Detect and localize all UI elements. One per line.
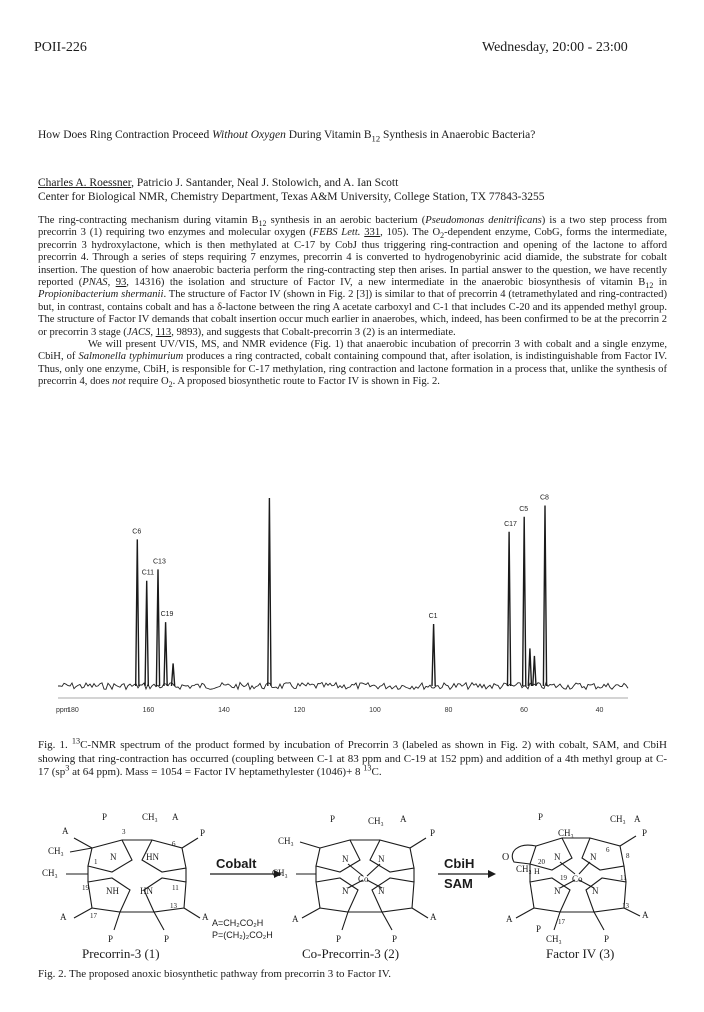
coprecorrin-label-a-right: A bbox=[430, 912, 437, 922]
x-tick-ppm: ppm bbox=[56, 707, 70, 714]
factor4-lactone-o: O bbox=[502, 852, 510, 863]
precorrin3-label-a-bottom: A bbox=[60, 912, 67, 922]
precorrin3-label-ch3-left2: CH₃ bbox=[42, 868, 58, 878]
precorrin3-label-p-right: P bbox=[200, 828, 206, 838]
affiliation: Center for Biological NMR, Chemistry Department, Texas A&M University, College Station, TX 77843-3255 bbox=[38, 191, 545, 203]
precorrin-3-name: Precorrin-3 (1) bbox=[82, 946, 160, 961]
figure-1-caption: Fig. 1. $^{13}$C-NMR spectrum of the product formed by incubation of Precorrin 3 (labeled as shown in Fig. 2) with cobalt, SAM, and CbiH showing that ring-contraction has occurred (coupling between C-1 at 83 ppm and C-19 at 152 ppm) and addition of a 4th methyl group at C-17 ($sp^3$ at 64 ppm). Mass = 1054 = Factor IV heptamethylester (1046)+ 8 $^{13}$C. bbox=[38, 736, 667, 778]
author-block bbox=[38, 176, 678, 204]
coprecorrin-label-ch3-left2: CH₃ bbox=[272, 868, 288, 878]
factor4-num-19: 19 bbox=[560, 874, 567, 882]
factor4-co: Co bbox=[572, 874, 583, 884]
arrow-cobalt-label: Cobalt bbox=[216, 856, 257, 871]
precorrin3-label-a-left: A bbox=[62, 826, 69, 836]
precorrin3-num-3: 3 bbox=[122, 828, 126, 836]
session-code: POII-226 bbox=[34, 40, 87, 55]
coprecorrin-n-2: N bbox=[378, 854, 385, 864]
co-precorrin-3-name: Co-Precorrin-3 (2) bbox=[302, 946, 400, 961]
peak-c1 bbox=[432, 624, 435, 686]
factor4-num-8: 8 bbox=[626, 852, 630, 860]
coprecorrin-n-1: N bbox=[342, 854, 349, 864]
arrow-cbih-head bbox=[488, 870, 496, 878]
coprecorrin-label-a-bottom: A bbox=[292, 914, 299, 924]
spectrum-peaks bbox=[136, 498, 547, 686]
paragraph-2: We will present UV/VIS, MS, and NMR evidence (Fig. 1) that anaerobic incubation of precorrin 3 with cobalt and a single enzyme, CbiH, of Salmonella typhimurium produces a ring contracted, cobalt containing compound that, after isolation, is indistinguishable from Factor IV. Thus, only one enzyme, CbiH, is responsible for C-17 methylation, ring contraction and lactone formation in a process that, unlike the synthesis of precorrin 4, does not require $O_2$. A proposed biosynthetic route to Factor IV is shown in Fig. 2. bbox=[38, 339, 667, 390]
coprecorrin-label-ch3-left: CH₃ bbox=[278, 836, 294, 846]
paragraph-1: The ring-contracting mechanism during vitamin $B_{12}$ synthesis in an aerobic bacterium (Pseudomonas denitrificans) is a two step process from precorrin 3 (1) requiring two enzymes and molecular oxygen (FEBS Lett. 331, 105). The $O_2$-dependent enzyme, CobG, forms the intermediate, precorrin 3 hydroxylactone, which is then methylated at C-17 by CobJ thus triggering ring-contraction and opening of the lactone to afford precorrin 4. Through a series of steps requiring 7 enzymes, precorrin 4 is converted to hydrogenobyrinic acid diamide, the substrate for cobalt insertion. The question of how anaerobic bacteria perform the ring-contracting step then arises. In partial answer to the question, we have recently reported (PNAS, 93, 14316) the isolation and structure of Factor IV, a new intermediate in the anaerobic biosynthesis of vitamin $B_{12}$ in Propionibacterium shermanii. The structure of Factor IV (shown in Fig. 2 [3]) is similar to that of precorrin 4 (tetramethylated and ring-contracted) but, in contrast, contains cobalt and has a δ-lactone between the ring A acetate carboxyl and C-1 that includes C-20 and its appended methyl group. The structure of Factor IV demands that cobalt insertion occur much earlier in anaerobes, which, indeed, has been confirmed to be at the precorrin 2 or precorrin 3 stage (JACS, 113, 9893), and suggests that Cobalt-precorrin 3 (2) is an intermediate. bbox=[38, 215, 667, 338]
coprecorrin-label-p-bottom: P bbox=[336, 934, 342, 944]
peak-label-c19: C19 bbox=[160, 611, 174, 619]
factor4-label-p-right: P bbox=[642, 828, 648, 838]
factor4-label-p-top: P bbox=[538, 812, 544, 822]
peak-c8 bbox=[543, 506, 546, 687]
peak-label-c8: C8 bbox=[540, 494, 549, 502]
precorrin3-hn: HN bbox=[146, 852, 159, 862]
precorrin3-num-11: 11 bbox=[172, 884, 179, 892]
x-axis-ticks bbox=[56, 707, 603, 714]
abstract-title: How Does Ring Contraction Proceed Without Oxygen During Vitamin $B_{12}$ Synthesis in Anaerobic Bacteria? bbox=[38, 129, 536, 144]
factor4-label-ch3-top2: CH₃ bbox=[610, 814, 626, 824]
precorrin3-label-p-bottom2: P bbox=[164, 934, 170, 944]
x-tick-140: 140 bbox=[218, 707, 230, 714]
factor4-label-a-right: A bbox=[642, 910, 649, 920]
nmr-spectrum-chart bbox=[58, 488, 638, 728]
coprecorrin-label-a-top: A bbox=[400, 814, 407, 824]
precorrin3-n-1: N bbox=[110, 852, 117, 862]
peak-unlabeled-4 bbox=[172, 663, 175, 686]
factor4-n-1: N bbox=[554, 852, 561, 862]
peak-c6 bbox=[136, 539, 139, 686]
precorrin3-label-p-top: P bbox=[102, 812, 108, 822]
precorrin3-num-17: 17 bbox=[90, 912, 97, 920]
peak-label-c17: C17 bbox=[504, 520, 517, 528]
precorrin3-label-p-bottom: P bbox=[108, 934, 114, 944]
abstract-body bbox=[38, 215, 667, 389]
peak-label-c6: C6 bbox=[132, 528, 142, 536]
factor4-num-17: 17 bbox=[558, 918, 565, 926]
precorrin3-label-ch3-left: CH₃ bbox=[48, 846, 64, 856]
precorrin3-label-a-top: A bbox=[172, 812, 179, 822]
arrow-cbih-label: CbiH bbox=[444, 856, 475, 871]
biosynthetic-scheme bbox=[30, 812, 680, 962]
figure-2-caption: Fig. 2. The proposed anoxic biosynthetic pathway from precorrin 3 to Factor IV. bbox=[38, 968, 392, 980]
spectrum-trace bbox=[58, 683, 628, 690]
x-tick-40: 40 bbox=[595, 707, 604, 714]
factor4-label-a-top: A bbox=[634, 814, 641, 824]
factor4-label-ch3-top: CH₃ bbox=[558, 828, 574, 838]
factor4-n-4: N bbox=[592, 886, 599, 896]
coprecorrin-label-p-right: P bbox=[430, 828, 436, 838]
precorrin3-num-1: 1 bbox=[94, 858, 98, 866]
session-time: Wednesday, 20:00 - 23:00 bbox=[482, 40, 628, 55]
coprecorrin-n-4: N bbox=[378, 886, 385, 896]
peak-c13 bbox=[156, 569, 159, 686]
x-tick-180: 180 bbox=[67, 707, 79, 714]
factor4-label-a-bottom: A bbox=[506, 914, 513, 924]
peak-label-c5: C5 bbox=[519, 505, 529, 513]
precorrin3-num-13: 13 bbox=[170, 902, 177, 910]
factor4-label-ch3-bottom: CH₃ bbox=[546, 934, 562, 944]
peak-unlabeled-9 bbox=[528, 648, 531, 686]
precorrin3-num-6: 6 bbox=[172, 840, 176, 848]
precorrin3-label-ch3-top: CH₃ bbox=[142, 812, 158, 822]
precorrin3-nh: NH bbox=[106, 886, 119, 896]
x-tick-60: 60 bbox=[520, 707, 528, 714]
factor4-n-3: N bbox=[554, 886, 561, 896]
factor4-n-2: N bbox=[590, 852, 597, 862]
peak-c11 bbox=[145, 581, 148, 686]
arrow-sam-label: SAM bbox=[444, 876, 473, 891]
co-authors: , Patricio J. Santander, Neal J. Stolowich, and A. Ian Scott bbox=[131, 177, 399, 189]
coprecorrin-label-p-bottom2: P bbox=[392, 934, 398, 944]
precorrin3-label-a-right: A bbox=[202, 912, 209, 922]
factor4-num-11: 11 bbox=[620, 874, 627, 882]
coprecorrin-label-ch3-top: CH₃ bbox=[368, 816, 384, 826]
presenting-author: Charles A. Roessner bbox=[38, 177, 132, 189]
peak-c17 bbox=[508, 532, 511, 686]
precorrin3-num-19: 19 bbox=[82, 884, 89, 892]
peak-c5 bbox=[523, 517, 526, 686]
factor4-num-6: 6 bbox=[606, 846, 610, 854]
peak-unlabeled-5 bbox=[268, 498, 271, 686]
x-tick-120: 120 bbox=[293, 707, 306, 714]
precorrin3-hn-2: HN bbox=[140, 886, 153, 896]
coprecorrin-n-3: N bbox=[342, 886, 349, 896]
factor4-num-13: 13 bbox=[622, 902, 629, 910]
factor-iv-name: Factor IV (3) bbox=[546, 946, 615, 961]
factor4-label-ch3-left: CH₃ bbox=[516, 864, 532, 874]
co-precorrin-3-structure bbox=[296, 838, 428, 930]
x-tick-80: 80 bbox=[444, 707, 453, 714]
peak-unlabeled-10 bbox=[533, 656, 536, 686]
x-tick-160: 160 bbox=[142, 707, 155, 714]
peak-c19 bbox=[164, 622, 167, 686]
legend-p: P=(CH₂)₂CO₂H bbox=[212, 930, 273, 940]
legend-a: A=CH₂CO₂H bbox=[212, 918, 264, 928]
coprecorrin-co: Co bbox=[358, 874, 369, 884]
coprecorrin-label-p-top: P bbox=[330, 814, 336, 824]
peak-label-c13: C13 bbox=[153, 558, 166, 566]
peak-labels bbox=[132, 495, 549, 621]
peak-label-c11: C11 bbox=[141, 569, 155, 577]
factor4-label-p-bottom: P bbox=[604, 934, 610, 944]
factor4-num-20: 20 bbox=[538, 858, 545, 866]
factor4-label-p-bottom2: P bbox=[536, 924, 542, 934]
x-tick-100: 100 bbox=[369, 707, 381, 714]
peak-label-c1: C1 bbox=[428, 613, 438, 620]
factor4-h: H bbox=[534, 867, 540, 876]
